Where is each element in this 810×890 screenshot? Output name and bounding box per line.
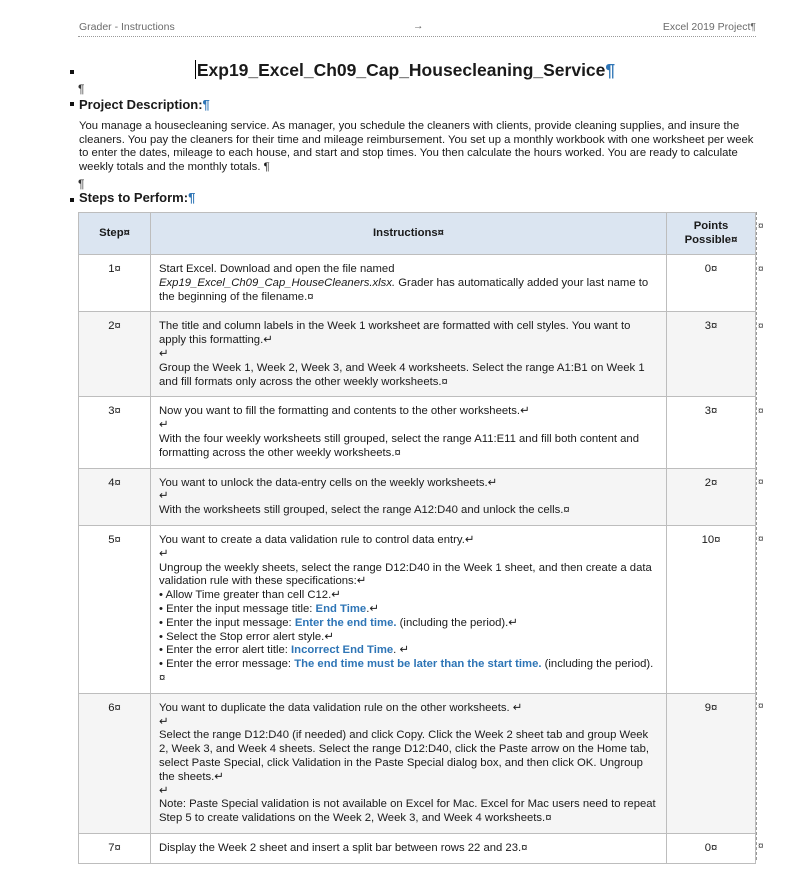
- bullet-item: • Enter the error alert title:: [159, 644, 292, 657]
- instruction-text: You want to duplicate the data validation rule on the other worksheets. ↵: [159, 701, 523, 714]
- header-points-line1: Points: [693, 219, 729, 232]
- text-cursor: [195, 60, 196, 79]
- instruction-text: Display the Week 2 sheet and insert a split bar between rows 22 and 23.¤: [159, 841, 528, 854]
- line-break-mark: ↵: [159, 347, 169, 360]
- document-title-text: Exp19_Excel_Ch09_Cap_Housecleaning_Service: [196, 60, 606, 80]
- bullet-item: • Enter the input message title:: [159, 602, 316, 615]
- step-instructions: [151, 255, 667, 312]
- step-number: 1¤: [79, 255, 151, 312]
- table-row: [79, 397, 756, 468]
- step-points: 0¤: [667, 255, 756, 312]
- line-break-mark: ↵: [159, 784, 169, 797]
- page-header: [0, 0, 810, 38]
- heading-text: Project Description:: [79, 97, 203, 112]
- step-instructions: [151, 468, 667, 525]
- steps-heading: [79, 190, 195, 205]
- pilcrow-mark: ¶: [202, 97, 210, 112]
- row-end-mark: ¤: [758, 321, 764, 332]
- row-end-mark: ¤: [758, 406, 764, 417]
- highlighted-value: Incorrect End Time: [291, 644, 394, 657]
- instruction-text: Group the Week 1, Week 2, Week 3, and Week 4 worksheets. Select the range A1:B1 on Week 1 and fill formats only across the other weekly worksheets.¤: [159, 361, 645, 388]
- step-number: 5¤: [79, 525, 151, 693]
- row-end-mark: ¤: [758, 701, 764, 712]
- table-row: [79, 255, 756, 312]
- pilcrow-mark: ¶: [78, 177, 85, 191]
- bullet-tail: (including the period).↵: [396, 616, 518, 629]
- project-description-heading: [79, 97, 210, 112]
- step-points: 9¤: [667, 693, 756, 833]
- highlighted-value: Enter the end time.: [294, 616, 397, 629]
- steps-table: [78, 212, 756, 864]
- step-number: 6¤: [79, 693, 151, 833]
- step-points: 10¤: [667, 525, 756, 693]
- heading-text: Steps to Perform:: [79, 190, 189, 205]
- paragraph-marker: [70, 198, 74, 202]
- project-description-text: You manage a housecleaning service. As manager, you schedule the cleaners with clients, provide cleaning supplies, and insure the cleaners. You pay the cleaners for their time and mileage reimbursement. You set up a monthly workbook with one worksheet per week to enter the dates, mileage to each house, and start and stop times. You then calculate the hours worked. You are ready to calculate weekly totals and the monthly totals. ¶: [79, 120, 754, 173]
- row-end-mark: ¤: [758, 477, 764, 488]
- bullet-tail: (including the period).¤: [159, 658, 654, 684]
- bullet-tail: . ↵: [393, 644, 409, 657]
- table-row: [79, 693, 756, 833]
- line-break-mark: ↵: [159, 547, 169, 560]
- table-row: [79, 468, 756, 525]
- step-points: 2¤: [667, 468, 756, 525]
- highlighted-value: End Time: [315, 602, 367, 615]
- tab-arrow: →: [413, 20, 424, 32]
- step-points: 0¤: [667, 833, 756, 863]
- step-points: 3¤: [667, 312, 756, 397]
- pilcrow-mark: ¶: [78, 82, 85, 96]
- table-row: [79, 525, 756, 693]
- instruction-text: You want to unlock the data-entry cells on the weekly worksheets.↵: [159, 476, 498, 489]
- step-number: 2¤: [79, 312, 151, 397]
- step-instructions: [151, 397, 667, 468]
- step-instructions: [151, 693, 667, 833]
- document-title[interactable]: [0, 60, 810, 81]
- table-header-row: [79, 213, 756, 255]
- instruction-text: Start Excel. Download and open the file named: [159, 263, 395, 275]
- line-break-mark: ↵: [159, 490, 169, 503]
- header-points-line2: Possible¤: [684, 233, 738, 246]
- instruction-text: With the four weekly worksheets still grouped, select the range A11:E11 and fill both content and formatting across the other weekly worksheets.¤: [159, 432, 639, 459]
- step-instructions: [151, 312, 667, 397]
- instruction-text: Now you want to fill the formatting and contents to the other worksheets.↵: [159, 405, 530, 418]
- table-row: [79, 312, 756, 397]
- header-instructions: Instructions¤: [151, 213, 667, 255]
- step-instructions: [151, 525, 667, 693]
- bullet-item: • Select the Stop error alert style.↵: [159, 630, 334, 643]
- row-end-mark: ¤: [758, 841, 764, 852]
- header-left-text: Grader - Instructions: [79, 21, 175, 33]
- step-number: 4¤: [79, 468, 151, 525]
- file-name: Exp19_Excel_Ch09_Cap_HouseCleaners.xlsx.: [159, 276, 396, 289]
- highlighted-value: The end time must be later than the start time.: [294, 658, 542, 671]
- instruction-text: Grader has automatically added your last name to the beginning of the filename.¤: [159, 276, 649, 303]
- header-right-text: Excel 2019 Project¶: [662, 21, 756, 33]
- header-divider: [78, 36, 756, 37]
- instruction-text: You want to create a data validation rule to control data entry.↵: [159, 533, 475, 546]
- bullet-item: • Allow Time greater than cell C12.↵: [159, 589, 341, 602]
- line-break-mark: ↵: [159, 419, 169, 432]
- row-end-mark: ¤: [758, 264, 764, 275]
- bullet-item: • Enter the error message:: [159, 658, 295, 671]
- pilcrow-mark: ¶: [188, 190, 196, 205]
- paragraph-marker: [70, 102, 74, 106]
- instruction-text: With the worksheets still grouped, select the range A12:D40 and unlock the cells.¤: [159, 504, 570, 517]
- table-row: [79, 833, 756, 863]
- instruction-text: Select the range D12:D40 (if needed) and click Copy. Click the Week 2 sheet tab and group Week 2, Week 3, and Week 4 sheets. Select the range D12:D40, click the Paste arrow on the Home tab, select Paste Special, click Validation in the Paste Special dialog box, and then click OK. Ungroup the sheets.↵: [159, 729, 650, 783]
- step-number: 3¤: [79, 397, 151, 468]
- row-end-mark: ¤: [758, 221, 764, 232]
- row-end-mark: ¤: [758, 534, 764, 545]
- instruction-text: Ungroup the weekly sheets, select the range D12:D40 in the Week 1 sheet, and then create a data validation rule with these specifications:↵: [159, 561, 652, 588]
- bullet-item: • Enter the input message:: [159, 616, 295, 629]
- instruction-text: The title and column labels in the Week 1 worksheet are formatted with cell styles. You want to apply this formatting.↵: [159, 320, 631, 347]
- step-points: 3¤: [667, 397, 756, 468]
- table-boundary-line: [756, 212, 757, 860]
- header-step: Step¤: [79, 213, 151, 255]
- step-number: 7¤: [79, 833, 151, 863]
- instruction-note: Note: Paste Special validation is not available on Excel for Mac. Excel for Mac users need to repeat Step 5 to create validations on the Week 2, Week 3, and Week 4 worksheets.¤: [159, 798, 656, 825]
- header-points: [667, 213, 756, 255]
- pilcrow-mark: ¶: [605, 60, 616, 80]
- line-break-mark: ↵: [159, 715, 169, 728]
- step-instructions: [151, 833, 667, 863]
- bullet-tail: .↵: [366, 602, 379, 615]
